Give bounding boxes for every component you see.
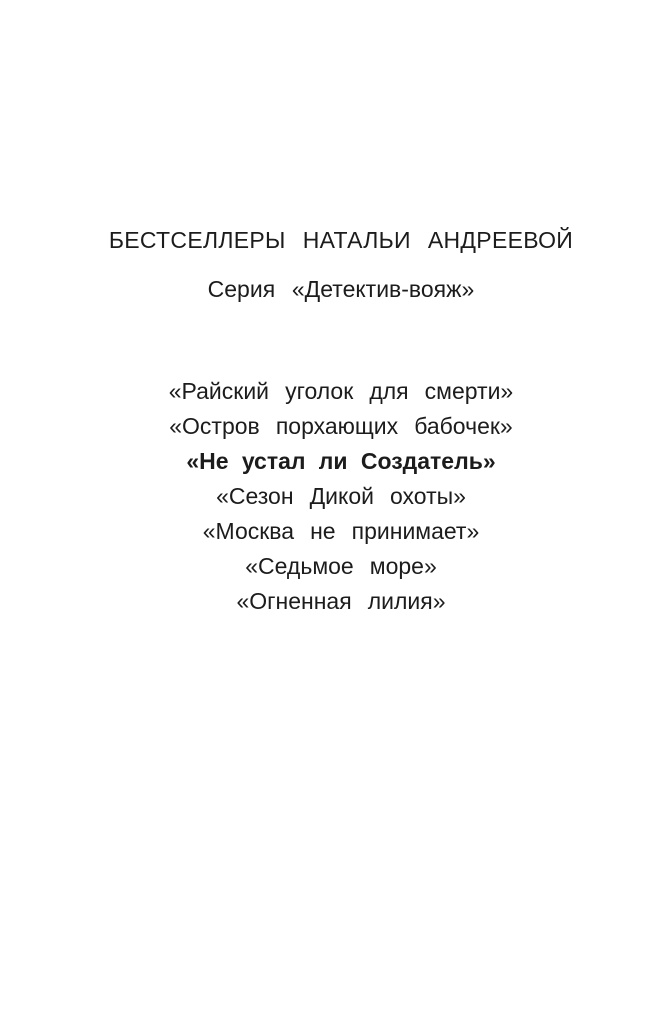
book-title-highlighted: «Не устал ли Создатель»	[186, 448, 496, 474]
book-title: «Седьмое море»	[245, 553, 437, 579]
book-title: «Сезон Дикой охоты»	[216, 483, 466, 509]
book-title: «Райский уголок для смерти»	[168, 378, 514, 404]
book-titles-list	[20, 374, 662, 619]
book-title: «Огненная лилия»	[236, 588, 446, 614]
book-title: «Остров порхающих бабочек»	[169, 413, 513, 439]
page-header: БЕСТСЕЛЛЕРЫ НАТАЛЬИ АНДРЕЕВОЙ	[108, 227, 574, 253]
book-title: «Москва не принимает»	[202, 518, 480, 544]
series-subtitle: Серия «Детектив-вояж»	[207, 276, 475, 302]
